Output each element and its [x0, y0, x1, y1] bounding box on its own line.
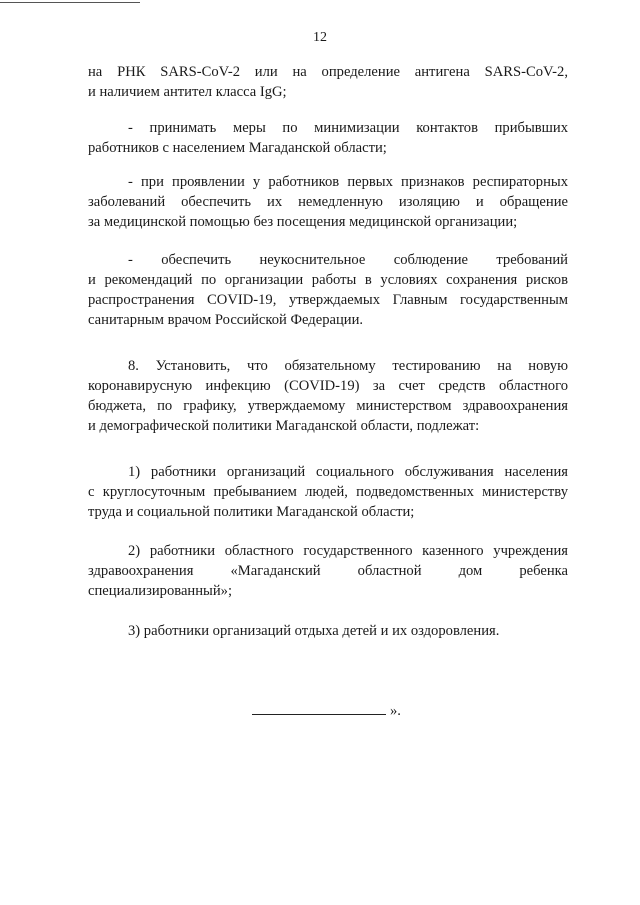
text-line: специализированный»; [88, 583, 233, 599]
top-rule [0, 2, 140, 3]
paragraph-minimize-contacts [88, 118, 568, 158]
text-line: бюджета, по графику, утверждаемому министерством здравоохранения [88, 398, 568, 414]
paragraph-respiratory-symptoms [88, 172, 568, 232]
text-line: труда и социальной политики Магаданской области; [88, 504, 415, 520]
text-line: коронавирусную инфекцию (COVID-19) за счет средств областного [88, 378, 568, 394]
text-line: с круглосуточным пребыванием людей, подведомственных министерству [88, 484, 568, 500]
paragraph-subitem-2 [88, 541, 568, 601]
paragraph-compliance [88, 250, 568, 330]
paragraph-test-requirements [88, 62, 568, 102]
paragraph-subitem-1 [88, 462, 568, 522]
paragraph-item-8 [88, 356, 568, 436]
closing-quote: ». [390, 703, 401, 719]
text-line: 2) работники областного государственного казенного учреждения [128, 543, 568, 559]
blank-rule [252, 703, 386, 715]
text-line: и рекомендаций по организации работы в условиях сохранения рисков [88, 272, 568, 288]
text-line: заболеваний обеспечить их немедленную изоляцию и обращение [88, 194, 568, 210]
text-line: 8. Установить, что обязательному тестированию на новую [128, 358, 568, 374]
text-line: - принимать меры по минимизации контактов прибывших [128, 120, 568, 136]
text-line: за медицинской помощью без посещения медицинской организации; [88, 214, 518, 230]
page-number: 12 [313, 30, 327, 45]
text-line: и наличием антител класса IgG; [88, 84, 287, 100]
text-line: работников с населением Магаданской области; [88, 140, 387, 156]
text-line: - при проявлении у работников первых признаков респираторных [128, 174, 568, 190]
text-line: 3) работники организаций отдыха детей и их оздоровления. [128, 623, 500, 639]
text-line: 1) работники организаций социального обслуживания населения [128, 464, 568, 480]
text-line: - обеспечить неукоснительное соблюдение требований [128, 252, 568, 268]
text-line: распространения COVID-19, утверждаемых Главным государственным [88, 292, 568, 308]
text-line: и демографической политики Магаданской области, подлежат: [88, 418, 480, 434]
paragraph-subitem-3 [88, 621, 568, 641]
text-line: здравоохранения «Магаданский областной дом ребенка [88, 563, 568, 579]
text-line: на РНК SARS-CoV-2 или на определение антигена SARS-CoV-2, [88, 64, 568, 80]
closing-mark [252, 703, 401, 720]
text-line: санитарным врачом Российской Федерации. [88, 312, 364, 328]
